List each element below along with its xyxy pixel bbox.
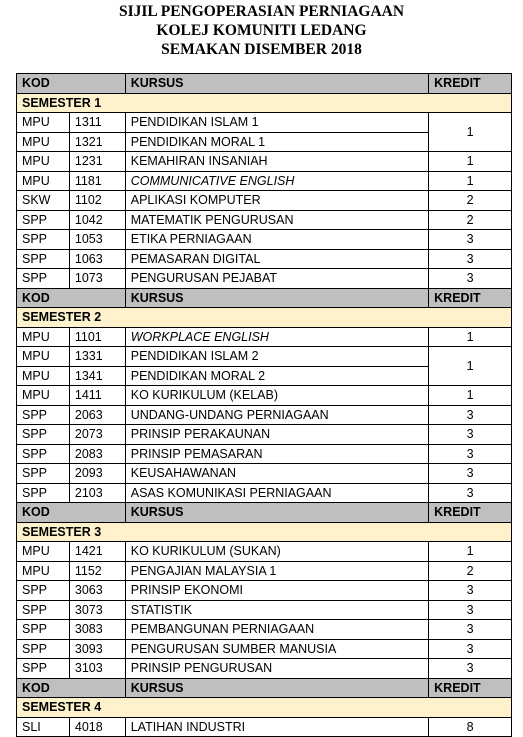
course-name: KO KURIKULUM (SUKAN) [125, 542, 428, 562]
course-prefix: MPU [17, 347, 70, 367]
semester-label: SEMESTER 1 [17, 93, 512, 113]
title-line-1: SIJIL PENGOPERASIAN PERNIAGAAN [118, 3, 405, 20]
table-row [17, 444, 512, 464]
course-credit: 1 [429, 542, 512, 562]
course-prefix: SPP [17, 230, 70, 250]
course-name: PENGURUSAN PEJABAT [125, 269, 428, 289]
course-code: 3073 [69, 600, 125, 620]
course-prefix: MPU [17, 152, 70, 172]
course-credit: 1 [429, 152, 512, 172]
header-kredit: KREDIT [429, 678, 512, 698]
course-prefix: SPP [17, 483, 70, 503]
course-credit: 3 [429, 659, 512, 679]
course-name: PENDIDIKAN MORAL 1 [125, 132, 428, 152]
course-code: 1073 [69, 269, 125, 289]
table-row [17, 717, 512, 737]
course-name: PRINSIP PEMASARAN [125, 444, 428, 464]
course-name: PENDIDIKAN ISLAM 2 [125, 347, 428, 367]
table-row [17, 561, 512, 581]
course-name: PENDIDIKAN ISLAM 1 [125, 113, 428, 133]
course-name: WORKPLACE ENGLISH [125, 327, 428, 347]
document-titles [0, 2, 523, 59]
semester-row [17, 308, 512, 328]
course-code: 1311 [69, 113, 125, 133]
course-prefix: MPU [17, 171, 70, 191]
course-code: 4018 [69, 717, 125, 737]
table-row [17, 327, 512, 347]
course-code: 2103 [69, 483, 125, 503]
course-name: LATIHAN INDUSTRI [125, 717, 428, 737]
course-name: PENGAJIAN MALAYSIA 1 [125, 561, 428, 581]
semester-row [17, 93, 512, 113]
table-row [17, 171, 512, 191]
course-code: 1063 [69, 249, 125, 269]
course-name: ETIKA PERNIAGAAN [125, 230, 428, 250]
header-kredit: KREDIT [429, 74, 512, 94]
course-code: 1331 [69, 347, 125, 367]
table-row [17, 542, 512, 562]
course-credit: 3 [429, 405, 512, 425]
semester-label: SEMESTER 2 [17, 308, 512, 328]
table-row [17, 483, 512, 503]
course-name: PRINSIP PENGURUSAN [125, 659, 428, 679]
course-code: 1101 [69, 327, 125, 347]
header-kod: KOD [17, 74, 126, 94]
course-table [16, 73, 512, 737]
title-line-2: KOLEJ KOMUNITI LEDANG [156, 22, 367, 39]
course-name: PRINSIP PERAKAUNAN [125, 425, 428, 445]
course-credit: 1 [429, 347, 512, 386]
course-code: 1152 [69, 561, 125, 581]
course-credit: 3 [429, 444, 512, 464]
course-prefix: SPP [17, 600, 70, 620]
course-name: PENDIDIKAN MORAL 2 [125, 366, 428, 386]
course-code: 2063 [69, 405, 125, 425]
course-credit: 8 [429, 717, 512, 737]
course-prefix: SPP [17, 405, 70, 425]
course-prefix: SPP [17, 620, 70, 640]
course-credit: 1 [429, 171, 512, 191]
semester-label: SEMESTER 4 [17, 698, 512, 718]
course-name: COMMUNICATIVE ENGLISH [125, 171, 428, 191]
table-row [17, 210, 512, 230]
table-row [17, 191, 512, 211]
header-kursus: KURSUS [125, 678, 428, 698]
table-row [17, 347, 512, 367]
course-code: 3083 [69, 620, 125, 640]
semester-row [17, 522, 512, 542]
course-code: 1321 [69, 132, 125, 152]
table-row [17, 269, 512, 289]
course-code: 3093 [69, 639, 125, 659]
table-header-row [17, 74, 512, 94]
table-row [17, 659, 512, 679]
course-code: 1341 [69, 366, 125, 386]
course-prefix: SPP [17, 444, 70, 464]
header-kredit: KREDIT [429, 503, 512, 523]
course-credit: 1 [429, 113, 512, 152]
table-row [17, 249, 512, 269]
table-header-row [17, 678, 512, 698]
course-prefix: SPP [17, 581, 70, 601]
course-code: 1411 [69, 386, 125, 406]
course-credit: 3 [429, 581, 512, 601]
table-row [17, 639, 512, 659]
table-row [17, 600, 512, 620]
course-code: 2083 [69, 444, 125, 464]
course-name: PEMASARAN DIGITAL [125, 249, 428, 269]
course-prefix: SPP [17, 269, 70, 289]
course-credit: 3 [429, 230, 512, 250]
course-prefix: MPU [17, 113, 70, 133]
course-credit: 3 [429, 464, 512, 484]
course-credit: 3 [429, 600, 512, 620]
course-name: KO KURIKULUM (KELAB) [125, 386, 428, 406]
course-credit: 2 [429, 210, 512, 230]
course-prefix: SPP [17, 425, 70, 445]
table-row [17, 386, 512, 406]
course-name: APLIKASI KOMPUTER [125, 191, 428, 211]
course-name: PRINSIP EKONOMI [125, 581, 428, 601]
course-credit: 2 [429, 561, 512, 581]
course-prefix: MPU [17, 561, 70, 581]
course-prefix: SPP [17, 659, 70, 679]
course-credit: 3 [429, 639, 512, 659]
course-credit: 1 [429, 327, 512, 347]
header-kursus: KURSUS [125, 74, 428, 94]
table-row [17, 405, 512, 425]
table-row [17, 230, 512, 250]
title-line-3: SEMAKAN DISEMBER 2018 [161, 41, 362, 58]
table-row [17, 425, 512, 445]
course-prefix: MPU [17, 366, 70, 386]
course-table-body [17, 74, 512, 737]
course-prefix: MPU [17, 386, 70, 406]
header-kursus: KURSUS [125, 288, 428, 308]
course-credit: 3 [429, 620, 512, 640]
course-prefix: SPP [17, 210, 70, 230]
course-credit: 3 [429, 269, 512, 289]
header-kredit: KREDIT [429, 288, 512, 308]
course-prefix: MPU [17, 542, 70, 562]
course-code: 3103 [69, 659, 125, 679]
course-prefix: SKW [17, 191, 70, 211]
course-name: ASAS KOMUNIKASI PERNIAGAAN [125, 483, 428, 503]
course-name: KEMAHIRAN INSANIAH [125, 152, 428, 172]
course-prefix: SPP [17, 464, 70, 484]
course-credit: 1 [429, 386, 512, 406]
course-code: 1231 [69, 152, 125, 172]
course-code: 1042 [69, 210, 125, 230]
course-name: PENGURUSAN SUMBER MANUSIA [125, 639, 428, 659]
table-header-row [17, 288, 512, 308]
course-code: 2093 [69, 464, 125, 484]
table-row [17, 464, 512, 484]
course-credit: 3 [429, 425, 512, 445]
course-name: MATEMATIK PENGURUSAN [125, 210, 428, 230]
table-row [17, 581, 512, 601]
header-kursus: KURSUS [125, 503, 428, 523]
course-credit: 2 [429, 191, 512, 211]
table-row [17, 113, 512, 133]
course-name: KEUSAHAWANAN [125, 464, 428, 484]
course-name: UNDANG-UNDANG PERNIAGAAN [125, 405, 428, 425]
course-credit: 3 [429, 249, 512, 269]
course-code: 1102 [69, 191, 125, 211]
course-prefix: SPP [17, 639, 70, 659]
header-kod: KOD [17, 678, 126, 698]
course-prefix: MPU [17, 132, 70, 152]
course-credit: 3 [429, 483, 512, 503]
course-code: 1053 [69, 230, 125, 250]
semester-row [17, 698, 512, 718]
course-code: 2073 [69, 425, 125, 445]
course-name: STATISTIK [125, 600, 428, 620]
table-row [17, 620, 512, 640]
table-row [17, 152, 512, 172]
course-code: 1421 [69, 542, 125, 562]
semester-label: SEMESTER 3 [17, 522, 512, 542]
table-header-row [17, 503, 512, 523]
header-kod: KOD [17, 503, 126, 523]
course-name: PEMBANGUNAN PERNIAGAAN [125, 620, 428, 640]
course-code: 3063 [69, 581, 125, 601]
course-prefix: SPP [17, 249, 70, 269]
course-code: 1181 [69, 171, 125, 191]
course-prefix: SLI [17, 717, 70, 737]
course-prefix: MPU [17, 327, 70, 347]
header-kod: KOD [17, 288, 126, 308]
